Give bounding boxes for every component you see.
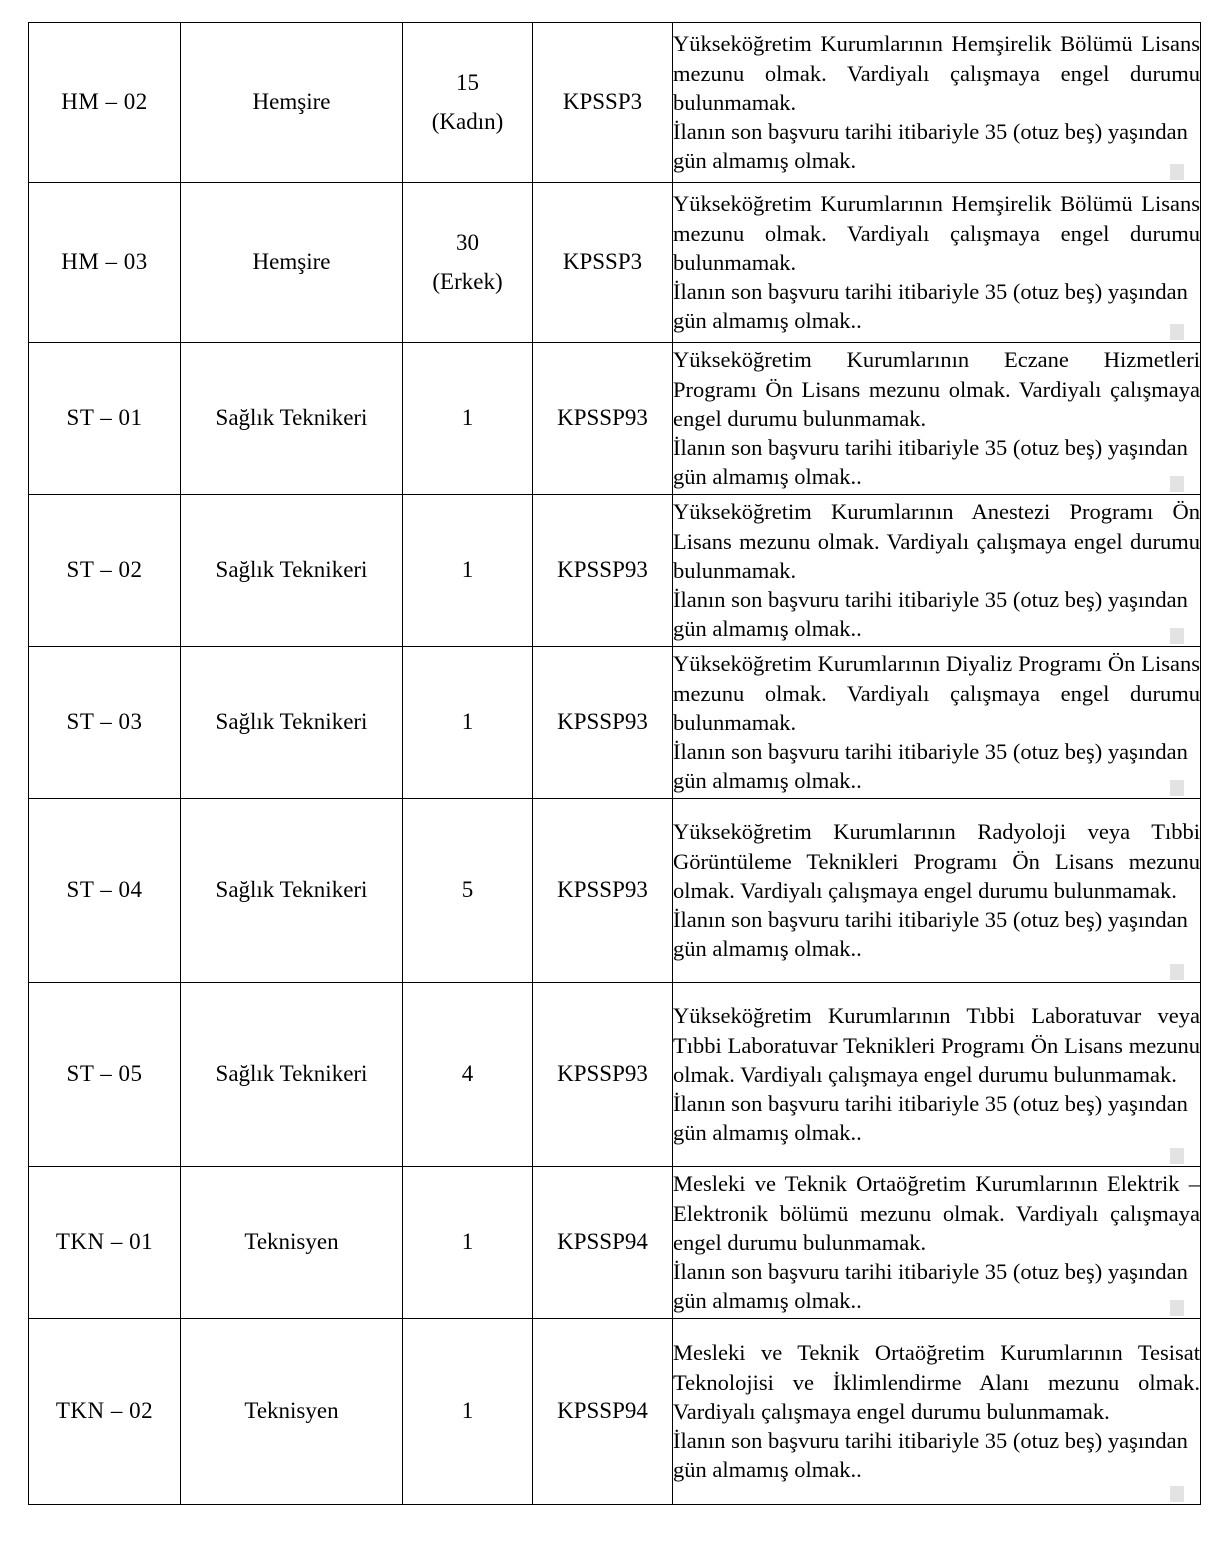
cell-kpss: KPSSP93	[533, 495, 673, 647]
adet-note: (Erkek)	[432, 268, 503, 294]
nitelik-age: İlanın son başvuru tarihi itibariyle 35 (otuz beş) yaşından gün almamış olmak..	[673, 907, 1188, 962]
cell-unvan: Sağlık Teknikeri	[181, 343, 403, 495]
cell-kadro-code: HM – 02	[29, 23, 181, 183]
cell-unvan: Sağlık Teknikeri	[181, 983, 403, 1167]
nitelik-age: İlanın son başvuru tarihi itibariyle 35 (otuz beş) yaşından gün almamış olmak.	[673, 119, 1188, 174]
cell-nitelik	[673, 647, 1201, 799]
nitelik-main: Yükseköğretim Kurumlarının Diyaliz Programı Ön Lisans mezunu olmak. Vardiyalı çalışmaya engel durumu bulunmamak.	[673, 651, 1200, 735]
adet-value: 15	[456, 69, 479, 95]
nitelik-main: Yükseköğretim Kurumlarının Anestezi Programı Ön Lisans mezunu olmak. Vardiyalı çalışmaya engel durumu bulunmamak.	[673, 499, 1200, 583]
cell-nitelik	[673, 1167, 1201, 1319]
cell-kpss: KPSSP93	[533, 799, 673, 983]
cell-unvan: Sağlık Teknikeri	[181, 495, 403, 647]
cell-kpss: KPSSP3	[533, 23, 673, 183]
scan-artifact	[1170, 964, 1184, 980]
cell-kadro-code: ST – 01	[29, 343, 181, 495]
cell-adet	[403, 343, 533, 495]
cell-adet	[403, 647, 533, 799]
cell-kadro-code: ST – 02	[29, 495, 181, 647]
cell-nitelik	[673, 1319, 1201, 1505]
table-row	[29, 799, 1201, 983]
table-row	[29, 23, 1201, 183]
nitelik-main: Yükseköğretim Kurumlarının Eczane Hizmetleri Programı Ön Lisans mezunu olmak. Vardiyalı çalışmaya engel durumu bulunmamak.	[673, 347, 1200, 431]
nitelik-age: İlanın son başvuru tarihi itibariyle 35 (otuz beş) yaşından gün almamış olmak..	[673, 435, 1188, 490]
cell-kpss: KPSSP93	[533, 983, 673, 1167]
cell-unvan: Sağlık Teknikeri	[181, 799, 403, 983]
scan-artifact	[1170, 1148, 1184, 1164]
cell-kadro-code: ST – 03	[29, 647, 181, 799]
cell-kpss: KPSSP93	[533, 343, 673, 495]
cell-kadro-code: ST – 05	[29, 983, 181, 1167]
scan-artifact	[1170, 1486, 1184, 1502]
nitelik-age: İlanın son başvuru tarihi itibariyle 35 (otuz beş) yaşından gün almamış olmak..	[673, 1428, 1188, 1483]
cell-nitelik	[673, 799, 1201, 983]
table-row	[29, 343, 1201, 495]
cell-kadro-code: ST – 04	[29, 799, 181, 983]
cell-unvan: Sağlık Teknikeri	[181, 647, 403, 799]
cell-kpss: KPSSP93	[533, 647, 673, 799]
kadro-table	[28, 22, 1201, 1505]
cell-nitelik	[673, 343, 1201, 495]
adet-value: 1	[461, 709, 474, 735]
cell-adet	[403, 183, 533, 343]
cell-kpss: KPSSP94	[533, 1319, 673, 1505]
adet-value: 4	[461, 1061, 474, 1087]
table-row	[29, 1167, 1201, 1319]
cell-nitelik	[673, 983, 1201, 1167]
nitelik-age: İlanın son başvuru tarihi itibariyle 35 (otuz beş) yaşından gün almamış olmak..	[673, 279, 1188, 334]
nitelik-main: Yükseköğretim Kurumlarının Tıbbi Laboratuvar veya Tıbbi Laboratuvar Teknikleri Programı Ön Lisans mezunu olmak. Vardiyalı çalışmaya engel durumu bulunmamak.	[673, 1003, 1200, 1087]
cell-adet	[403, 495, 533, 647]
cell-nitelik	[673, 183, 1201, 343]
cell-adet	[403, 983, 533, 1167]
cell-nitelik	[673, 23, 1201, 183]
adet-value: 1	[461, 557, 474, 583]
cell-kadro-code: TKN – 01	[29, 1167, 181, 1319]
adet-value: 1	[461, 1398, 474, 1424]
table-row	[29, 1319, 1201, 1505]
table-row	[29, 647, 1201, 799]
nitelik-main: Mesleki ve Teknik Ortaöğretim Kurumlarının Tesisat Teknolojisi ve İklimlendirme Alanı mezunu olmak. Vardiyalı çalışmaya engel durumu bulunmamak.	[673, 1340, 1200, 1424]
cell-kadro-code: TKN – 02	[29, 1319, 181, 1505]
adet-value: 1	[461, 1229, 474, 1255]
nitelik-main: Yükseköğretim Kurumlarının Radyoloji veya Tıbbi Görüntüleme Teknikleri Programı Ön Lisans mezunu olmak. Vardiyalı çalışmaya engel durumu bulunmamak.	[673, 819, 1200, 903]
adet-value: 1	[461, 405, 474, 431]
table-row	[29, 983, 1201, 1167]
cell-adet	[403, 1319, 533, 1505]
table-row	[29, 495, 1201, 647]
cell-kpss: KPSSP94	[533, 1167, 673, 1319]
cell-nitelik	[673, 495, 1201, 647]
nitelik-age: İlanın son başvuru tarihi itibariyle 35 (otuz beş) yaşından gün almamış olmak..	[673, 1091, 1188, 1146]
nitelik-age: İlanın son başvuru tarihi itibariyle 35 (otuz beş) yaşından gün almamış olmak..	[673, 1259, 1188, 1314]
nitelik-age: İlanın son başvuru tarihi itibariyle 35 (otuz beş) yaşından gün almamış olmak..	[673, 587, 1188, 642]
cell-adet	[403, 799, 533, 983]
table-row	[29, 183, 1201, 343]
adet-value: 5	[461, 877, 474, 903]
nitelik-main: Yükseköğretim Kurumlarının Hemşirelik Bölümü Lisans mezunu olmak. Vardiyalı çalışmaya engel durumu bulunmamak.	[673, 31, 1200, 115]
cell-kadro-code: HM – 03	[29, 183, 181, 343]
nitelik-main: Mesleki ve Teknik Ortaöğretim Kurumlarının Elektrik – Elektronik bölümü mezunu olmak. Vardiyalı çalışmaya engel durumu bulunmamak.	[673, 1171, 1200, 1255]
adet-note: (Kadın)	[431, 108, 504, 134]
cell-kpss: KPSSP3	[533, 183, 673, 343]
adet-value: 30	[456, 229, 479, 255]
cell-unvan: Hemşire	[181, 183, 403, 343]
cell-unvan: Hemşire	[181, 23, 403, 183]
nitelik-age: İlanın son başvuru tarihi itibariyle 35 (otuz beş) yaşından gün almamış olmak..	[673, 739, 1188, 794]
nitelik-main: Yükseköğretim Kurumlarının Hemşirelik Bölümü Lisans mezunu olmak. Vardiyalı çalışmaya engel durumu bulunmamak.	[673, 191, 1200, 275]
cell-unvan: Teknisyen	[181, 1167, 403, 1319]
cell-adet	[403, 1167, 533, 1319]
cell-adet	[403, 23, 533, 183]
cell-unvan: Teknisyen	[181, 1319, 403, 1505]
